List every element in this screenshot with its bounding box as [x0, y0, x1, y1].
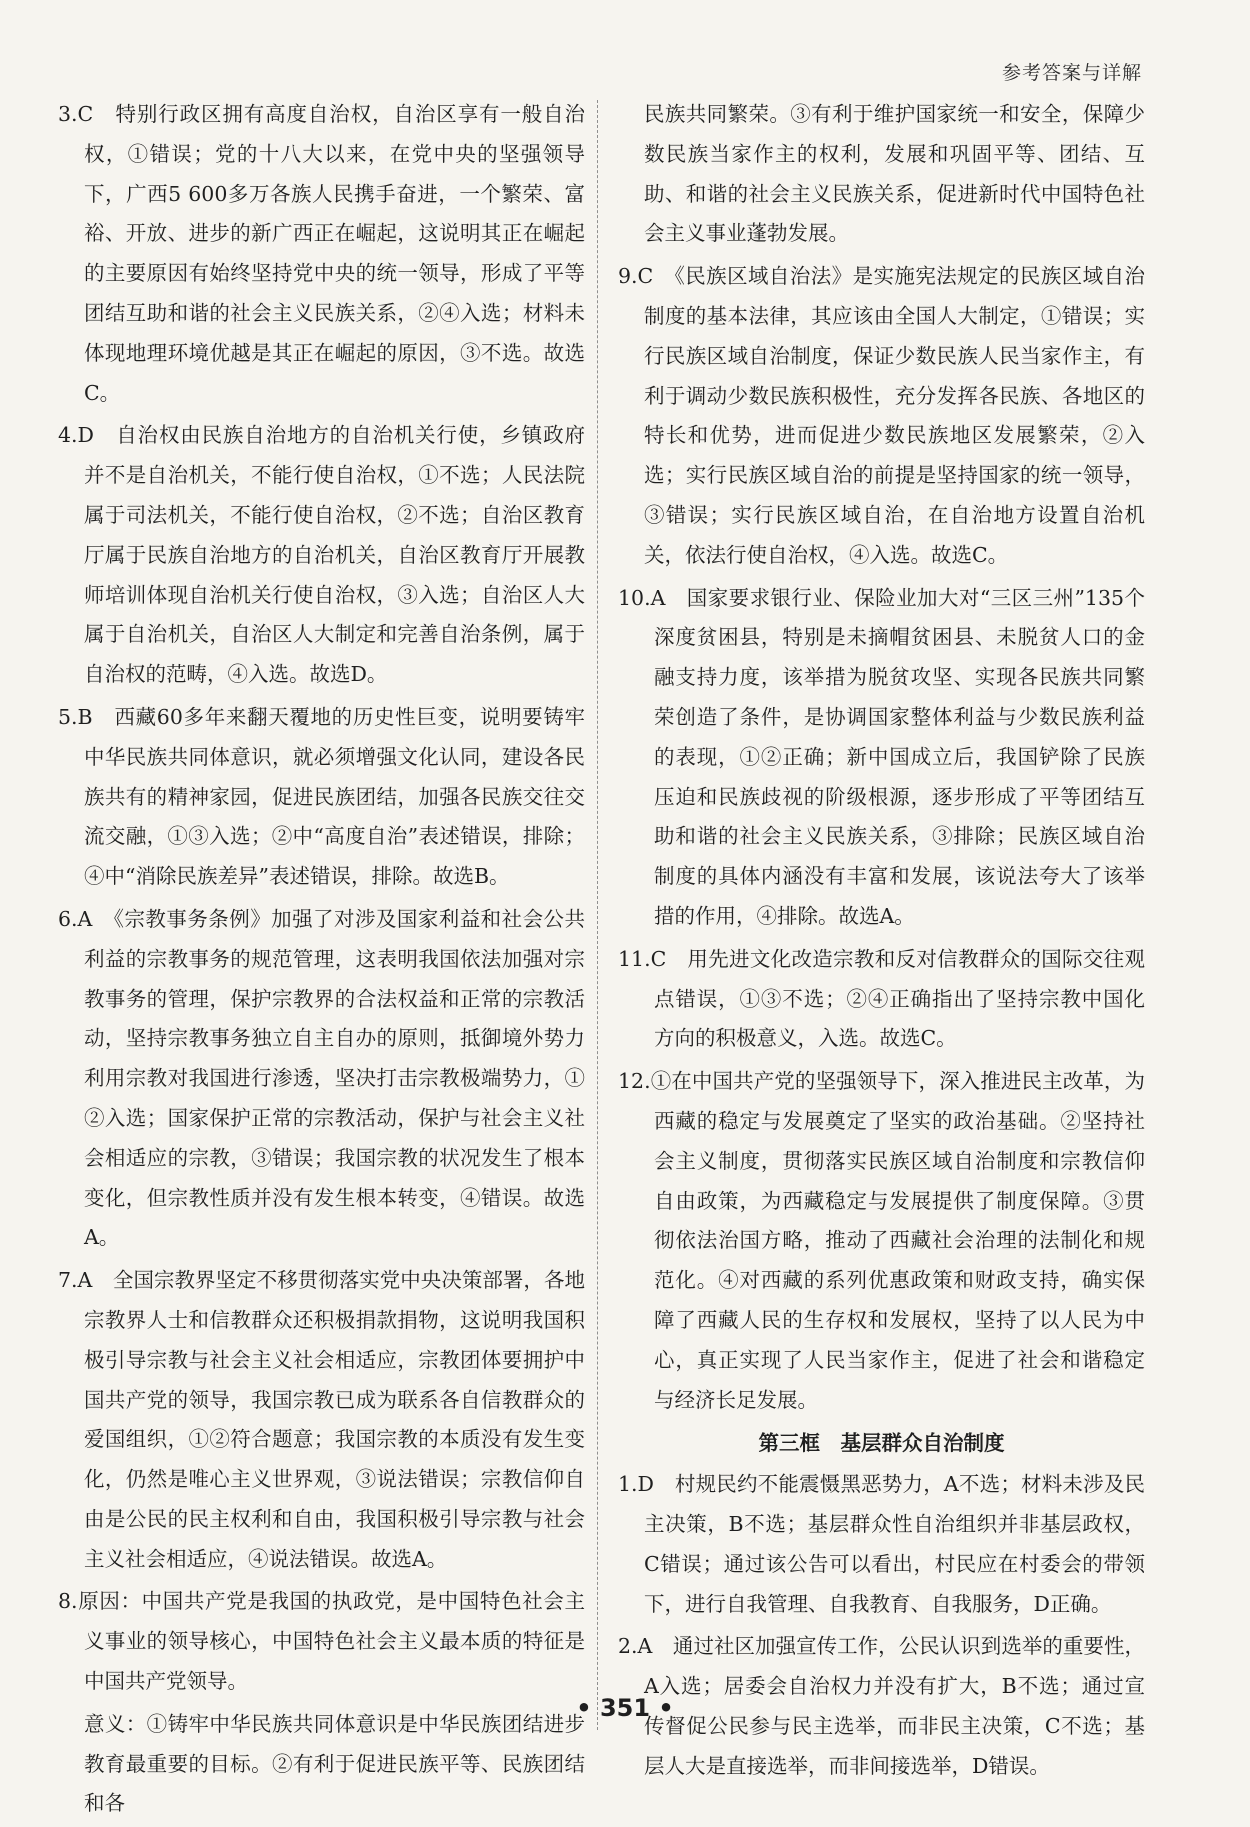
answer-item-12: 12.①在中国共产党的坚强领导下，深入推进民主改革，为西藏的稳定与发展奠定了坚实的政治基础。②坚持社会主义制度，贯彻落实民族区域自治制度和宗教信仰自由政策，为西藏稳定与发展提供了制度保障。③贯彻依法治国方略，推动了西藏社会治理的法制化和规范化。④对西藏的系列优惠政策和财政支持，确实保障了西藏人民的生存权和发展权，坚持了以人民为中心，真正实现了人民当家作主，促进了社会和谐稳定与经济长足发展。	[618, 1069, 1145, 1412]
answer-item-8: 8.原因：中国共产党是我国的执政党，是中国特色社会主义事业的领导核心，中国特色社会主义最本质的特征是中国共产党领导。	[58, 1589, 585, 1694]
answer-item-6: 6.A 《宗教事务条例》加强了对涉及国家利益和社会公共利益的宗教事务的规范管理，这表明我国依法加强对宗教事务的管理，保护宗教界的合法权益和正常的宗教活动，坚持宗教事务独立自主自办的原则，抵御境外势力利用宗教对我国进行渗透，坚决打击宗教极端势力，①②入选；国家保护正常的宗教活动，保护与社会主义社会相适应的宗教，③错误；我国宗教的状况发生了根本变化，但宗教性质并没有发生根本转变，④错误。故选A。	[58, 906, 585, 1250]
answer-item-8-meaning: 意义：①铸牢中华民族共同体意识是中华民族团结进步教育最重要的目标。②有利于促进民族平等、民族团结和各	[84, 1711, 585, 1816]
section-title: 第三框 基层群众自治制度	[758, 1431, 1005, 1456]
answer-item-5: 5.B 西藏60多年来翻天覆地的历史性巨变，说明要铸牢中华民族共同体意识，就必须增强文化认同，建设各民族共有的精神家园，促进民族团结，加强各民族交往交流交融，①③入选；②中“高度自治”表述错误，排除；④中“消除民族差异”表述错误，排除。故选B。	[58, 704, 585, 889]
answer-item-7: 7.A 全国宗教界坚定不移贯彻落实党中央决策部署，各地宗教界人士和信教群众还积极捐款捐物，这说明我国积极引导宗教与社会主义社会相适应，宗教团体要拥护中国共产党的领导，我国宗教已成为联系各自信教群众的爱国组织，①②符合题意；我国宗教的本质没有发生变化，仍然是唯心主义世界观，③说法错误；宗教信仰自由是公民的民主权利和自由，我国积极引导宗教与社会主义社会相适应，④说法错误。故选A。	[58, 1268, 585, 1571]
answer-item-3: 3.C 特别行政区拥有高度自治权，自治区享有一般自治权，①错误；党的十八大以来，在党中央的坚强领导下，广西5 600多万各族人民携手奋进，一个繁荣、富裕、开放、进步的新广西正在崛起，这说明其正在崛起的主要原因有始终坚持党中央的统一领导，形成了平等团结互助和谐的社会主义民族关系，②④入选；材料未体现地理环境优越是其正在崛起的原因，③不选。故选C。	[58, 102, 585, 405]
answer-item-11: 11.C 用先进文化改造宗教和反对信教群众的国际交往观点错误，①③不选；②④正确指出了坚持宗教中国化方向的积极意义，入选。故选C。	[618, 946, 1145, 1051]
answer-item-4: 4.D 自治权由民族自治地方的自治机关行使，乡镇政府并不是自治机关，不能行使自治权，①不选；人民法院属于司法机关，不能行使自治权，②不选；自治区教育厅属于民族自治地方的自治机关，自治区教育厅开展教师培训体现自治机关行使自治权，③入选；自治区人大属于自治机关，自治区人大制定和完善自治条例，属于自治权的范畴，④入选。故选D。	[58, 423, 585, 687]
section-answer-item-2: 2.A 通过社区加强宣传工作，公民认识到选举的重要性，A入选；居委会自治权力并没有扩大，B不选；通过宣传督促公民参与民主选举，而非民主决策，C不选；基层人大是直接选举，而非间接选举，D错误。	[618, 1634, 1145, 1778]
answer-item-9: 9.C 《民族区域自治法》是实施宪法规定的民族区域自治制度的基本法律，其应该由全国人大制定，①错误；实行民族区域自治制度，保证少数民族人民当家作主，有利于调动少数民族积极性，充分发挥各民族、各地区的特长和优势，进而促进少数民族地区发展繁荣，②入选；实行民族区域自治的前提是坚持国家的统一领导，③错误；实行民族区域自治，在自治地方设置自治机关，依法行使自治权，④入选。故选C。	[618, 264, 1145, 567]
section-answer-item-1: 1.D 村规民约不能震慑黑恶势力，A不选；材料未涉及民主决策，B不选；基层群众性自治组织并非基层政权，C错误；通过该公告可以看出，村民应在村委会的带领下，进行自我管理、自我教育、自我服务，D正确。	[618, 1472, 1145, 1616]
right-column	[618, 95, 1145, 1790]
page-number: • 351 •	[576, 1694, 674, 1722]
page-header: 参考答案与详解	[1001, 62, 1142, 84]
answer-item-10: 10.A 国家要求银行业、保险业加大对“三区三州”135个深度贫困县，特别是未摘帽贫困县、未脱贫人口的金融支持力度，该举措为脱贫攻坚、实现各民族共同繁荣创造了条件，是协调国家整体利益与少数民族利益的表现，①②正确；新中国成立后，我国铲除了民族压迫和民族歧视的阶级根源，逐步形成了平等团结互助和谐的社会主义民族关系，③排除；民族区域自治制度的具体内涵没有丰富和发展，该说法夸大了该举措的作用，④排除。故选A。	[618, 585, 1145, 928]
left-column	[58, 95, 585, 1827]
answer-item-8-continued: 民族共同繁荣。③有利于维护国家统一和安全，保障少数民族当家作主的权利，发展和巩固平等、团结、互助、和谐的社会主义民族关系，促进新时代中国特色社会主义事业蓬勃发展。	[644, 102, 1145, 246]
column-divider	[597, 100, 598, 1730]
